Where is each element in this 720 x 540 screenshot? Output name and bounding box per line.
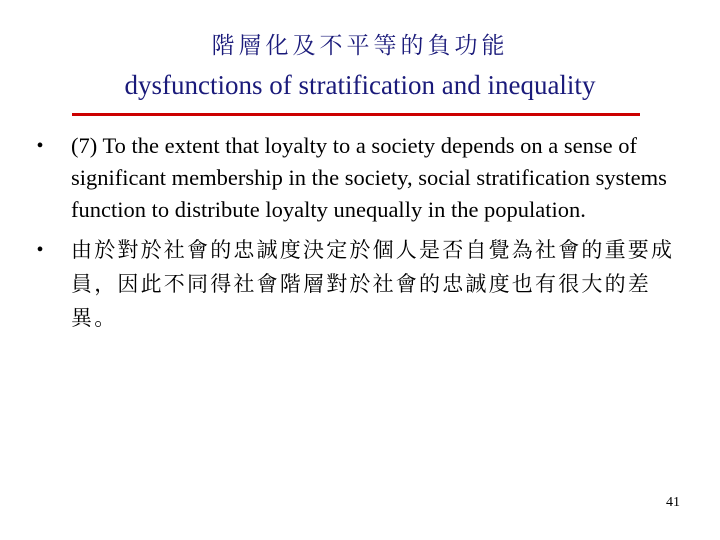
slide-title xyxy=(40,30,680,102)
bullet-marker: • xyxy=(36,135,44,157)
bullet-text-chinese: 由於對於社會的忠誠度決定於個人是否自覺為社會的重要成員，因此不同得社會階層對於社會的忠誠度也有很大的差異。 xyxy=(71,238,675,330)
page-number: 41 xyxy=(666,495,680,510)
title-english: dysfunctions of stratification and inequality xyxy=(124,70,596,100)
title-divider xyxy=(72,113,640,116)
title-chinese: 階層化及不平等的負功能 xyxy=(211,33,509,59)
bullet-item-chinese xyxy=(30,233,690,335)
bullet-list xyxy=(30,130,690,335)
bullet-text-english: (7) To the extent that loyalty to a society depends on a sense of significant membership in the society, social stratification systems function to distribute loyalty unequally in the population. xyxy=(71,133,667,222)
bullet-marker: • xyxy=(36,239,44,261)
bullet-item-english xyxy=(30,130,690,226)
